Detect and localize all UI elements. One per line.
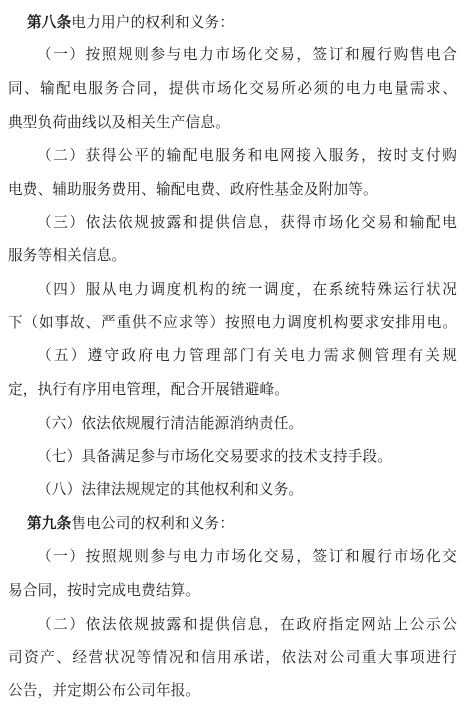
- article-8-item-3-line-1: （三）依法依规披露和提供信息，获得市场化交易和输配电: [37, 214, 457, 231]
- article-9-item-2-line-1: （二）依法依规披露和提供信息，在政府指定网站上公示公: [37, 616, 457, 633]
- article-8-item-7: （七）具备满足参与市场化交易要求的技术支持手段。: [37, 448, 393, 465]
- article-8-item-2-line-1: （二）获得公平的输配电服务和电网接入服务，按时支付购: [37, 147, 457, 164]
- article-8-item-5-line-1: （五）遵守政府电力管理部门有关电力需求侧管理有关规: [37, 347, 457, 364]
- article-9-item-1-line-2: 易合同，按时完成电费结算。: [8, 582, 201, 599]
- article-9-item-2-line-3: 公告，并定期公布公司年报。: [8, 682, 201, 699]
- article-8-item-2-line-2: 电费、辅助服务费用、输配电费、政府性基金及附加等。: [8, 181, 378, 198]
- article-8-heading-text: 电力用户的权利和义务：: [71, 14, 235, 31]
- article-8-item-8: （八）法律法规规定的其他权利和义务。: [37, 481, 304, 498]
- article-8-item-1-line-3: 典型负荷曲线以及相关生产信息。: [8, 114, 230, 131]
- article-8-item-5-line-2: 定，执行有序用电管理，配合开展错避峰。: [8, 381, 290, 398]
- article-8-item-4-line-2: 下（如事故、严重供不应求等）按照电力调度机构要求安排用电。: [8, 314, 457, 331]
- article-8-title: 第八条: [27, 14, 72, 31]
- article-8-item-6: （六）依法依规履行清洁能源消纳责任。: [37, 415, 304, 432]
- article-8-heading: [0, 8, 469, 38]
- article-9-item-1-line-1: （一）按照规则参与电力市场化交易，签订和履行市场化交: [37, 548, 457, 565]
- article-8-item-1-line-2: 同、输配电服务合同，提供市场化交易所必须的电力电量需求、: [8, 80, 457, 97]
- article-8-item-3-line-2: 服务等相关信息。: [8, 247, 127, 264]
- article-9-heading: [0, 509, 469, 539]
- article-9-heading-text: 售电公司的权利和义务：: [71, 515, 235, 532]
- article-9-item-2-line-2: 司资产、经营状况等情况和信用承诺，依法对公司重大事项进行: [8, 649, 457, 666]
- article-8-item-1-line-1: （一）按照规则参与电力市场化交易，签订和履行购售电合: [37, 46, 457, 63]
- article-8-item-4-line-1: （四）服从电力调度机构的统一调度，在系统特殊运行状况: [37, 281, 457, 298]
- article-9-title: 第九条: [27, 515, 72, 532]
